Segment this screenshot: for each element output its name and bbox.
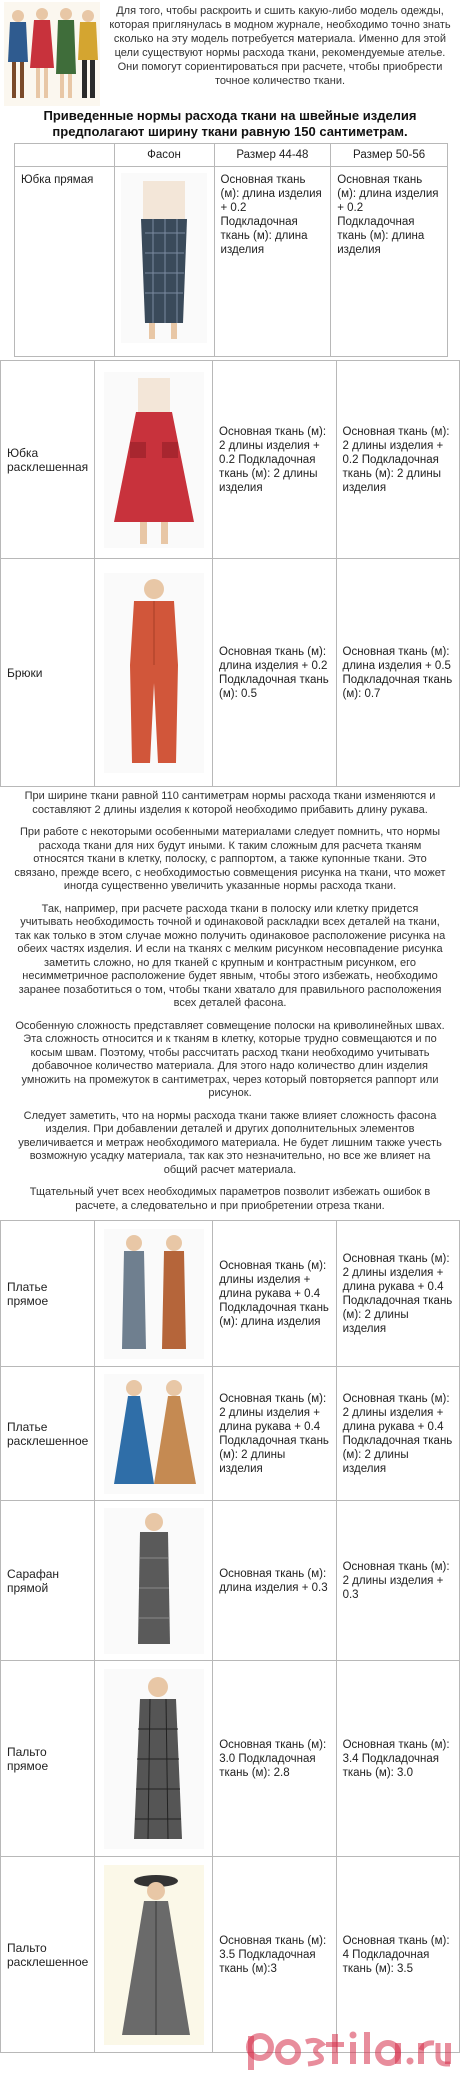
item-image <box>95 1501 213 1661</box>
table-header-cell <box>15 144 115 167</box>
size-50-56-norm: Основная ткань (м): 2 длины изделия + длина рукава + 0.4 Подкладочная ткань (м): 2 длины изделия <box>336 1221 459 1367</box>
size-44-48-norm: Основная ткань (м): 3.0 Подкладочная ткань (м): 2.8 <box>213 1661 336 1857</box>
paragraph: Следует заметить, что на нормы расхода ткани также влияет сложность фасона изделия. При добавлении деталей и других дополнительных элементов увеличивается и метраж необходимого материала. Не будет лишним также учесть возможную усадку материала, так как это незначительно, но все же влияет на общий расчет материала. <box>18 1109 442 1176</box>
paragraph: При работе с некоторыми особенными материалами следует помнить, что нормы расхода ткани для них будут иными. К таким сложным для расчета тканям относятся ткани в клетку, полоску, с раппортом, а также купонные ткани. Это связано, прежде всего, с необходимостью совмещения рисунка на ткани, что может иногда существенно увеличить указанные нормы расхода ткани. <box>14 826 446 892</box>
size-50-56-norm: Основная ткань (м): 4 Подкладочная ткань (м): 3.5 <box>336 1857 459 2053</box>
size-44-48-norm: Основная ткань (м): длины изделия + длина рукава + 0.4 Подкладочная ткань (м): длина изделия <box>213 1221 336 1367</box>
table-row <box>1 559 460 787</box>
trousers-illustration <box>104 573 204 773</box>
table-header-cell: Размер 50-56 <box>331 144 448 167</box>
paragraph: Тщательный учет всех необходимых параметров позволит избежать ошибок в расчете, а следовательно и при приобретении отреза ткани. <box>29 1186 431 1212</box>
size-50-56-norm: Основная ткань (м): 3.4 Подкладочная ткань (м): 3.0 <box>336 1661 459 1857</box>
item-name: Платье прямое <box>1 1221 95 1367</box>
table-header-cell: Размер 44-48 <box>214 144 331 167</box>
intro-section <box>0 0 460 108</box>
straight-sundress-illustration <box>104 1508 204 1654</box>
table-row <box>1 361 460 559</box>
paragraph: Особенную сложность представляет совмещение полоски на криволинейных швах. Эта сложность относится и к тканям в клетку, которые трудно совмещаются и по косым швам. Поэтому, чтобы рассчитать расход ткани необходимо учитывать добавочное количество материала. Для этого надо количество длин изделия умножить на промежуток в сантиметрах, через который повторяется раппорт или рисунок. <box>15 1019 445 1099</box>
size-50-56-norm: Основная ткань (м): 2 длины изделия + 0.2 Подкладочная ткань (м): 2 длины изделия <box>336 361 459 559</box>
article-body <box>14 790 446 1222</box>
item-name: Юбка прямая <box>15 167 115 357</box>
paragraph: При ширине ткани равной 110 сантиметрам нормы расхода ткани изменяются и составляют 2 длины изделия к которой необходимо прибавить длину рукава. <box>24 790 436 816</box>
straight-dress-illustration <box>104 1229 204 1359</box>
size-44-48-norm: Основная ткань (м): длина изделия + 0.2 Подкладочная ткань (м): 0.5 <box>213 559 336 787</box>
item-name: Пальто прямое <box>1 1661 95 1857</box>
item-image <box>95 559 213 787</box>
item-name: Платье расклешенное <box>1 1367 95 1501</box>
intro-text: Для того, чтобы раскроить и сшить какую-либо модель одежды, которая приглянулась в модном журнале, необходимо точно знать сколько на эту модель потребуется материала. Именно для этой цели существуют нормы расхода ткани, рекомендуемые ателье. Они помогут сориентироваться при расчете, чтобы приобрести точное количество ткани. <box>109 5 451 87</box>
item-image <box>114 167 214 357</box>
item-image <box>95 1857 213 2053</box>
size-50-56-norm: Основная ткань (м): 2 длины изделия + длина рукава + 0.4 Подкладочная ткань (м): 2 длины изделия <box>336 1367 459 1501</box>
table-header-row <box>15 144 448 167</box>
table-row <box>1 1221 460 1367</box>
table-row <box>1 1661 460 1857</box>
table-row <box>15 167 448 357</box>
item-image <box>95 361 213 559</box>
size-44-48-norm: Основная ткань (м): 2 длины изделия + длина рукава + 0.4 Подкладочная ткань (м): 2 длины изделия <box>213 1367 336 1501</box>
flared-skirt-illustration <box>104 372 204 548</box>
flared-dress-illustration <box>104 1374 204 1494</box>
fabric-norms-table-3 <box>0 1220 460 2053</box>
item-name: Сарафан прямой <box>1 1501 95 1661</box>
item-name: Юбка расклешенная <box>1 361 95 559</box>
fabric-norms-table-2 <box>0 360 460 787</box>
flared-coat-illustration <box>104 1865 204 2045</box>
size-44-48-norm: Основная ткань (м): 3.5 Подкладочная ткань (м):3 <box>213 1857 336 2053</box>
item-image <box>95 1661 213 1857</box>
item-image <box>95 1367 213 1501</box>
size-44-48-norm: Основная ткань (м): 2 длины изделия + 0.2 Подкладочная ткань (м): 2 длины изделия <box>213 361 336 559</box>
straight-skirt-illustration <box>121 173 207 343</box>
fashion-illustration <box>4 2 100 106</box>
table-row <box>1 1367 460 1501</box>
item-image <box>95 1221 213 1367</box>
size-44-48-norm: Основная ткань (м): длина изделия + 0.3 <box>213 1501 336 1661</box>
item-name: Пальто расклешенное <box>1 1857 95 2053</box>
fabric-norms-table-1 <box>14 143 448 357</box>
table-header-cell: Фасон <box>114 144 214 167</box>
item-name: Брюки <box>1 559 95 787</box>
table-row <box>1 1857 460 2053</box>
size-50-56-norm: Основная ткань (м): длина изделия + 0.5 Подкладочная ткань (м): 0.7 <box>336 559 459 787</box>
size-44-48-norm: Основная ткань (м): длина изделия + 0.2 Подкладочная ткань (м): длина изделия <box>214 167 331 357</box>
straight-coat-illustration <box>104 1669 204 1849</box>
size-50-56-norm: Основная ткань (м): 2 длины изделия + 0.3 <box>336 1501 459 1661</box>
page-heading: Приведенные нормы расхода ткани на швейные изделия предполагают ширину ткани равную 150 сантиметрам. <box>43 108 417 139</box>
postila-watermark-logo <box>244 2030 452 2072</box>
size-50-56-norm: Основная ткань (м): длина изделия + 0.2 Подкладочная ткань (м): длина изделия <box>331 167 448 357</box>
paragraph: Так, например, при расчете расхода ткани в полоску или клетку придется учитывать необходимость точной и одинаковой раскладки всех деталей на ткани, так как только в этом случае можно получить одинаковое расположение рисунка на обеих частях изделия. И если на тканях с мелким рисунком несовпадение рисунка заметить сложно, но для тканей с крупным и контрастным рисунком, его несимметричное расположение будет явным, чтобы этого избежать, необходимо заранее позаботиться о том, чтобы ткани хватало для правильного расположения всех деталей фасона. <box>14 902 446 1009</box>
table-row <box>1 1501 460 1661</box>
